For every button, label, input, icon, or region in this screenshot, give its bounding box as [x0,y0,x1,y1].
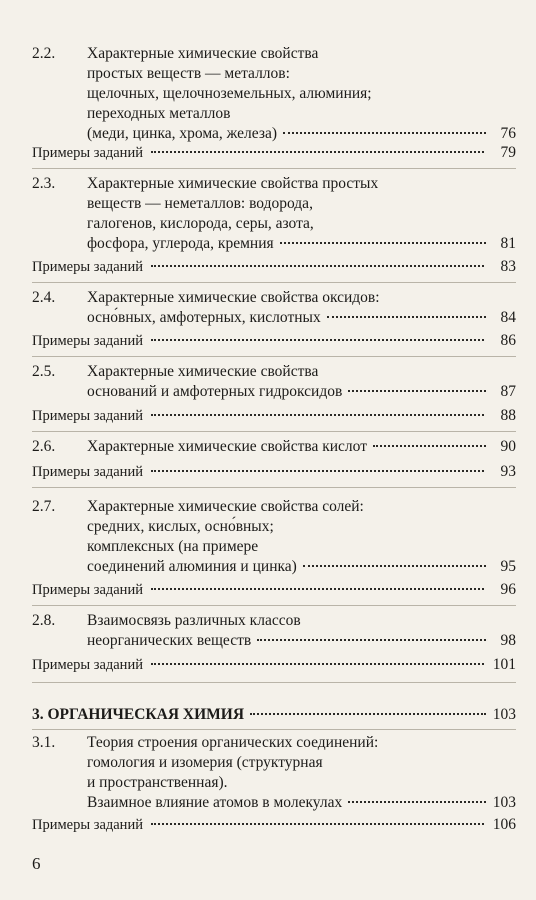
entry-line: соединений алюминия и цинка) [87,558,297,575]
examples-label: Примеры заданий [32,657,143,673]
entry-line: Взаимосвязь различных классов [87,612,301,629]
dot-leader [280,241,486,244]
page-ref: 76 [500,125,516,142]
divider [32,605,516,606]
entry-line: простых веществ — металлов: [87,65,290,82]
examples-label: Примеры заданий [32,408,143,424]
dot-leader [373,444,486,447]
entry-line: осно́вных, амфотерных, кислотных [87,309,321,326]
chapter-title: 3. ОРГАНИЧЕСКАЯ ХИМИЯ [32,706,245,723]
dot-leader [250,712,486,715]
page-number: 6 [32,854,41,873]
page-ref: 86 [500,332,516,349]
section-number: 3.1. [32,734,56,751]
entry-line: Характерные химические свойства [87,363,319,380]
section-number: 2.6. [32,438,56,455]
page-ref: 83 [500,258,516,275]
dot-leader [151,338,484,341]
dot-leader [151,662,484,665]
entry-line: Характерные химические свойства оксидов: [87,289,380,306]
page-ref: 90 [500,438,516,455]
toc-entry-2-5[interactable] [32,362,516,402]
page-ref: 81 [500,235,516,252]
page-ref: 106 [492,816,516,833]
examples-label: Примеры заданий [32,817,143,833]
section-number: 2.2. [32,45,56,62]
examples-entry[interactable] [32,462,516,482]
divider [32,682,516,683]
examples-entry[interactable] [32,815,516,835]
divider [32,356,516,357]
page-ref: 84 [500,309,516,326]
page-ref: 98 [500,632,516,649]
examples-entry[interactable] [32,331,516,351]
entry-line: Взаимное влияние атомов в молекулах [87,794,343,811]
dot-leader [151,264,484,267]
page-ref: 93 [500,463,516,480]
entry-line: оснований и амфотерных гидроксидов [87,383,343,400]
section-number: 2.8. [32,612,56,629]
entry-line: Характерные химические свойства кислот [87,438,367,455]
entry-line: комплексных (на примере [87,538,259,555]
page-ref: 88 [500,407,516,424]
section-number: 2.5. [32,363,56,380]
page-ref: 103 [492,794,516,811]
examples-entry[interactable] [32,655,516,675]
entry-line: Характерные химические свойства солей: [87,498,364,515]
section-number: 2.3. [32,175,56,192]
page-ref: 101 [492,656,516,673]
entry-line: фосфора, углерода, кремния [87,235,274,252]
page-ref: 95 [500,558,516,575]
entry-line: переходных металлов [87,105,231,122]
dot-leader [151,413,484,416]
dot-leader [257,638,486,641]
page-ref: 79 [500,144,516,161]
dot-leader [303,564,486,567]
dot-leader [348,800,486,803]
dot-leader [151,822,484,825]
dot-leader [348,389,486,392]
divider [32,168,516,169]
toc-entry-2-2[interactable] [32,44,516,144]
divider [32,431,516,432]
entry-line: Теория строения органических соединений: [87,734,379,751]
entry-line: галогенов, кислорода, серы, азота, [87,215,314,232]
divider [32,729,516,730]
dot-leader [151,587,484,590]
toc-entry-3-1[interactable] [32,733,516,813]
entry-line: неорганических веществ [87,632,252,649]
divider [32,282,516,283]
examples-label: Примеры заданий [32,582,143,598]
examples-label: Примеры заданий [32,464,143,480]
entry-line: гомология и изомерия (структурная [87,754,323,771]
dot-leader [151,150,484,153]
page-ref: 96 [500,581,516,598]
section-number: 2.4. [32,289,56,306]
dot-leader [283,131,486,134]
entry-line: Характерные химические свойства [87,45,319,62]
examples-entry[interactable] [32,580,516,600]
entry-line: Характерные химические свойства простых [87,175,379,192]
entry-line: средних, кислых, осно́вных; [87,518,274,535]
section-number: 2.7. [32,498,56,515]
examples-label: Примеры заданий [32,145,143,161]
toc-entry-2-4[interactable] [32,288,516,328]
divider [32,487,516,488]
examples-label: Примеры заданий [32,333,143,349]
examples-label: Примеры заданий [32,259,143,275]
examples-entry[interactable] [32,257,516,277]
examples-entry[interactable] [32,143,516,163]
toc-entry-2-3[interactable] [32,174,516,254]
page-ref: 103 [492,706,516,723]
dot-leader [327,315,486,318]
dot-leader [151,469,484,472]
entry-line: (меди, цинка, хрома, железа) [87,125,278,142]
toc-entry-2-8[interactable] [32,611,516,651]
chapter-heading[interactable] [32,705,516,725]
toc-entry-2-7[interactable] [32,497,516,577]
examples-entry[interactable] [32,406,516,426]
entry-line: щелочных, щелочноземельных, алюминия; [87,85,372,102]
page-ref: 87 [500,383,516,400]
toc-entry-2-6[interactable] [32,437,516,457]
entry-line: веществ — неметаллов: водорода, [87,195,313,212]
entry-line: и пространственная). [87,774,228,791]
